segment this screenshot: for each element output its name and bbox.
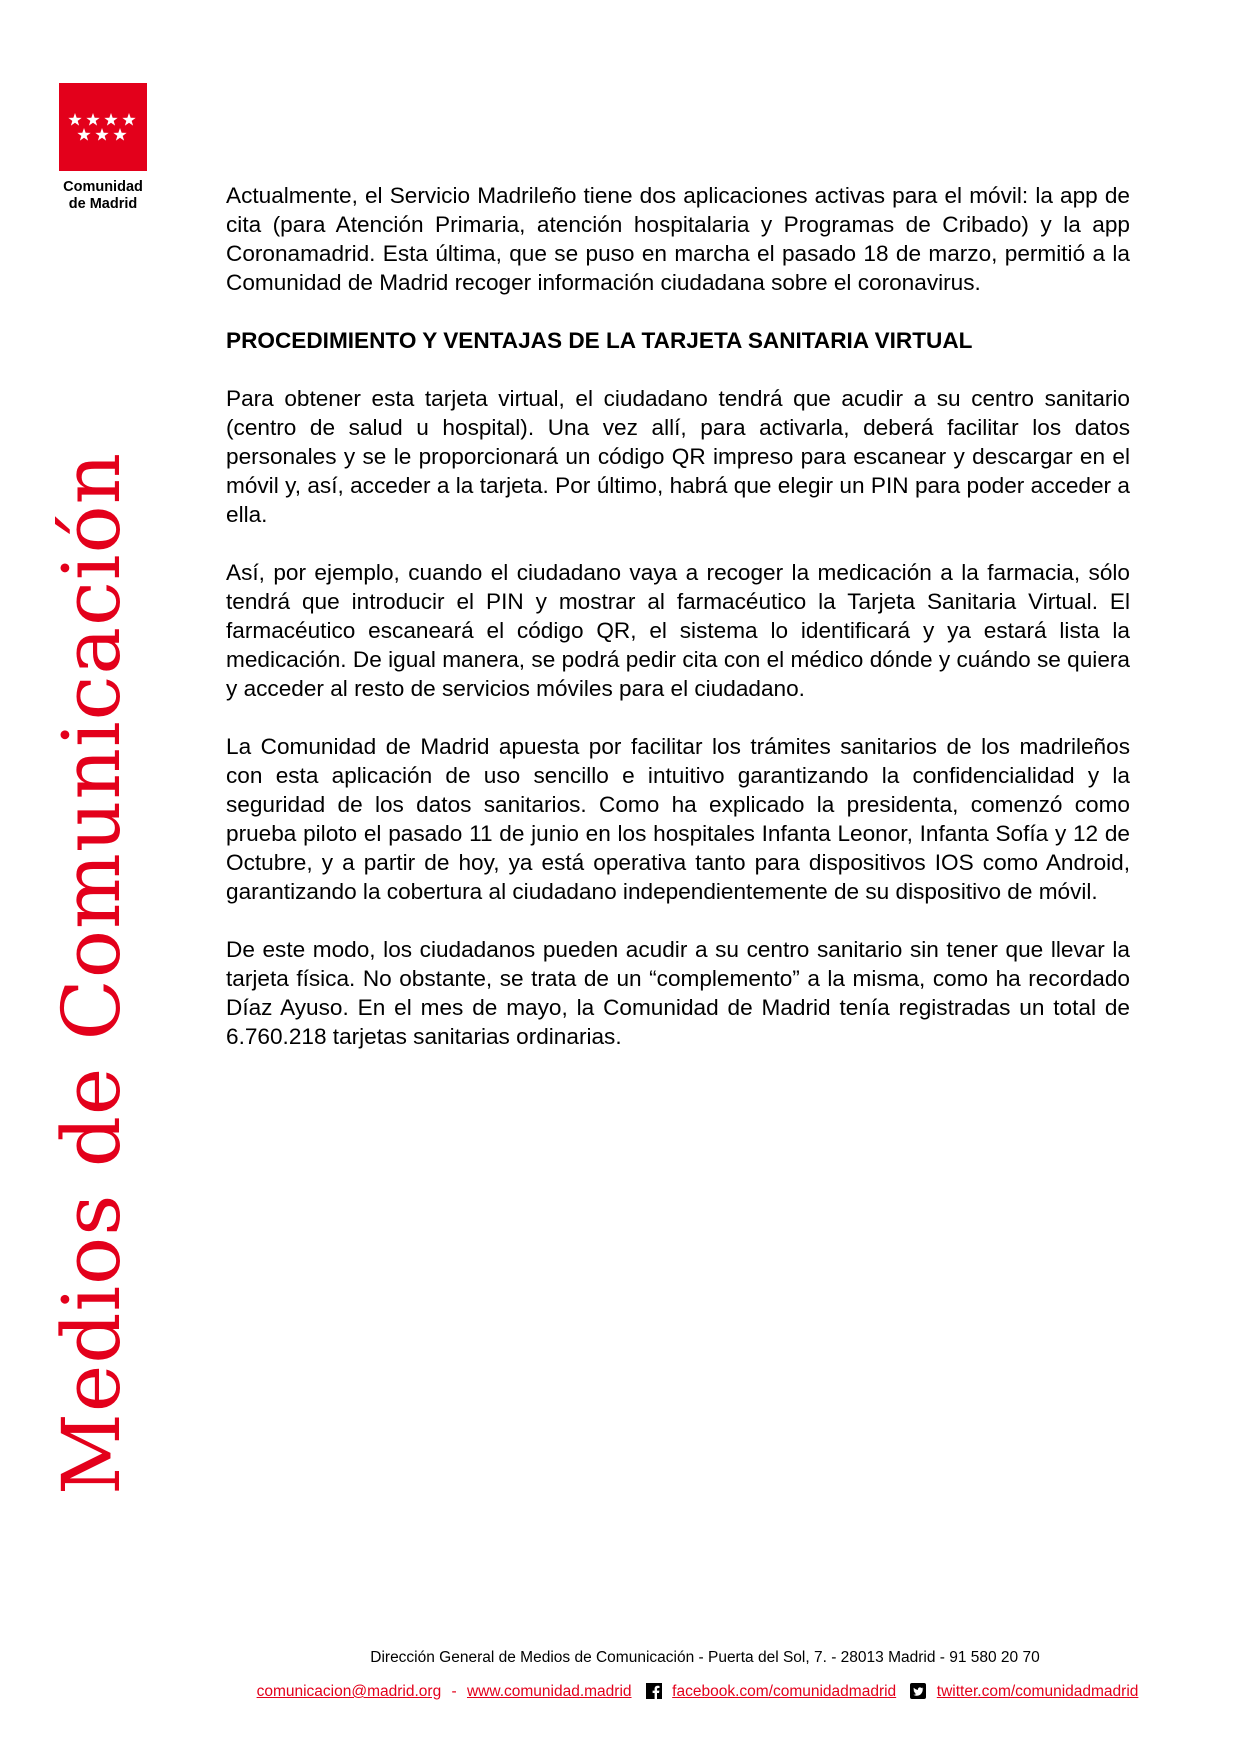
logo-red-square [59, 83, 147, 171]
logo-line-1: Comunidad [63, 179, 143, 195]
star-icon [104, 113, 117, 126]
facebook-link[interactable]: facebook.com/comunidadmadrid [672, 1683, 897, 1700]
footer-separator: - [451, 1683, 457, 1700]
paragraph-example: Así, por ejemplo, cuando el ciudadano vaya a recoger la medicación a la farmacia, sólo tendrá que introducir el PIN y mostrar al farmacéutico la Tarjeta Sanitaria Virtual. El farmacéutico escaneará el código QR, el sistema lo identificará y ya estará lista la medicación. De igual manera, se podrá pedir cita con el médico dónde y cuándo se quiera y acceder al resto de servicios móviles para el ciudadano. [226, 560, 1130, 701]
facebook-icon [646, 1683, 662, 1699]
star-icon [122, 113, 135, 126]
website-link[interactable]: www.comunidad.madrid [466, 1683, 632, 1700]
stars-icon [59, 83, 147, 171]
email-link[interactable]: comunicacion@madrid.org [256, 1683, 442, 1700]
section-heading: PROCEDIMIENTO Y VENTAJAS DE LA TARJETA SANITARIA VIRTUAL [226, 328, 973, 353]
paragraph-apps: Actualmente, el Servicio Madrileño tiene dos aplicaciones activas para el móvil: la app de cita (para Atención Primaria, atención hospitalaria y Programas de Cribado) y la app Coronamadrid. Esta última, que se puso en marcha el pasado 18 de marzo, permitió a la Comunidad de Madrid recoger información ciudadana sobre el coronavirus. [226, 183, 1130, 295]
logo-line-2: de Madrid [68, 196, 138, 212]
twitter-link[interactable]: twitter.com/comunidadmadrid [936, 1683, 1139, 1700]
star-icon [86, 113, 99, 126]
page-footer [0, 1648, 1240, 1702]
paragraph-complement: De este modo, los ciudadanos pueden acudir a su centro sanitario sin tener que llevar la tarjeta física. No obstante, se trata de un “complemento” a la misma, como ha recordado Díaz Ayuso. En el mes de mayo, la Comunidad de Madrid tenía registradas un total de 6.760.218 tarjetas sanitarias ordinarias. [226, 937, 1130, 1049]
star-icon [68, 113, 81, 126]
star-icon [113, 128, 126, 141]
star-icon [77, 128, 90, 141]
twitter-icon [910, 1683, 926, 1699]
star-icon [95, 128, 108, 141]
article-body [226, 181, 1130, 1080]
footer-address: Dirección General de Medios de Comunicación - Puerta del Sol, 7. - 28013 Madrid - 91 580 20 70 [370, 1649, 1040, 1666]
paragraph-procedure: Para obtener esta tarjeta virtual, el ciudadano tendrá que acudir a su centro sanitario (centro de salud u hospital). Una vez allí, para activarla, deberá facilitar los datos personales y se le proporcionará un código QR impreso para escanear y descargar en el móvil y, así, acceder a la tarjeta. Por último, habrá que elegir un PIN para poder acceder a ella. [226, 386, 1130, 527]
footer-links [155, 1682, 1240, 1702]
comunidad-de-madrid-logo [59, 83, 147, 219]
vertical-section-title: Medios de Comunicación [45, 451, 138, 1495]
logo-text [59, 179, 147, 213]
paragraph-commitment: La Comunidad de Madrid apuesta por facilitar los trámites sanitarios de los madrileños con esta aplicación de uso sencillo e intuitivo garantizando la confidencialidad y la seguridad de los datos sanitarios. Como ha explicado la presidenta, comenzó como prueba piloto el pasado 11 de junio en los hospitales Infanta Leonor, Infanta Sofía y 12 de Octubre, y a partir de hoy, ya está operativa tanto para dispositivos IOS como Android, garantizando la cobertura al ciudadano independientemente de su dispositivo de móvil. [226, 734, 1130, 904]
